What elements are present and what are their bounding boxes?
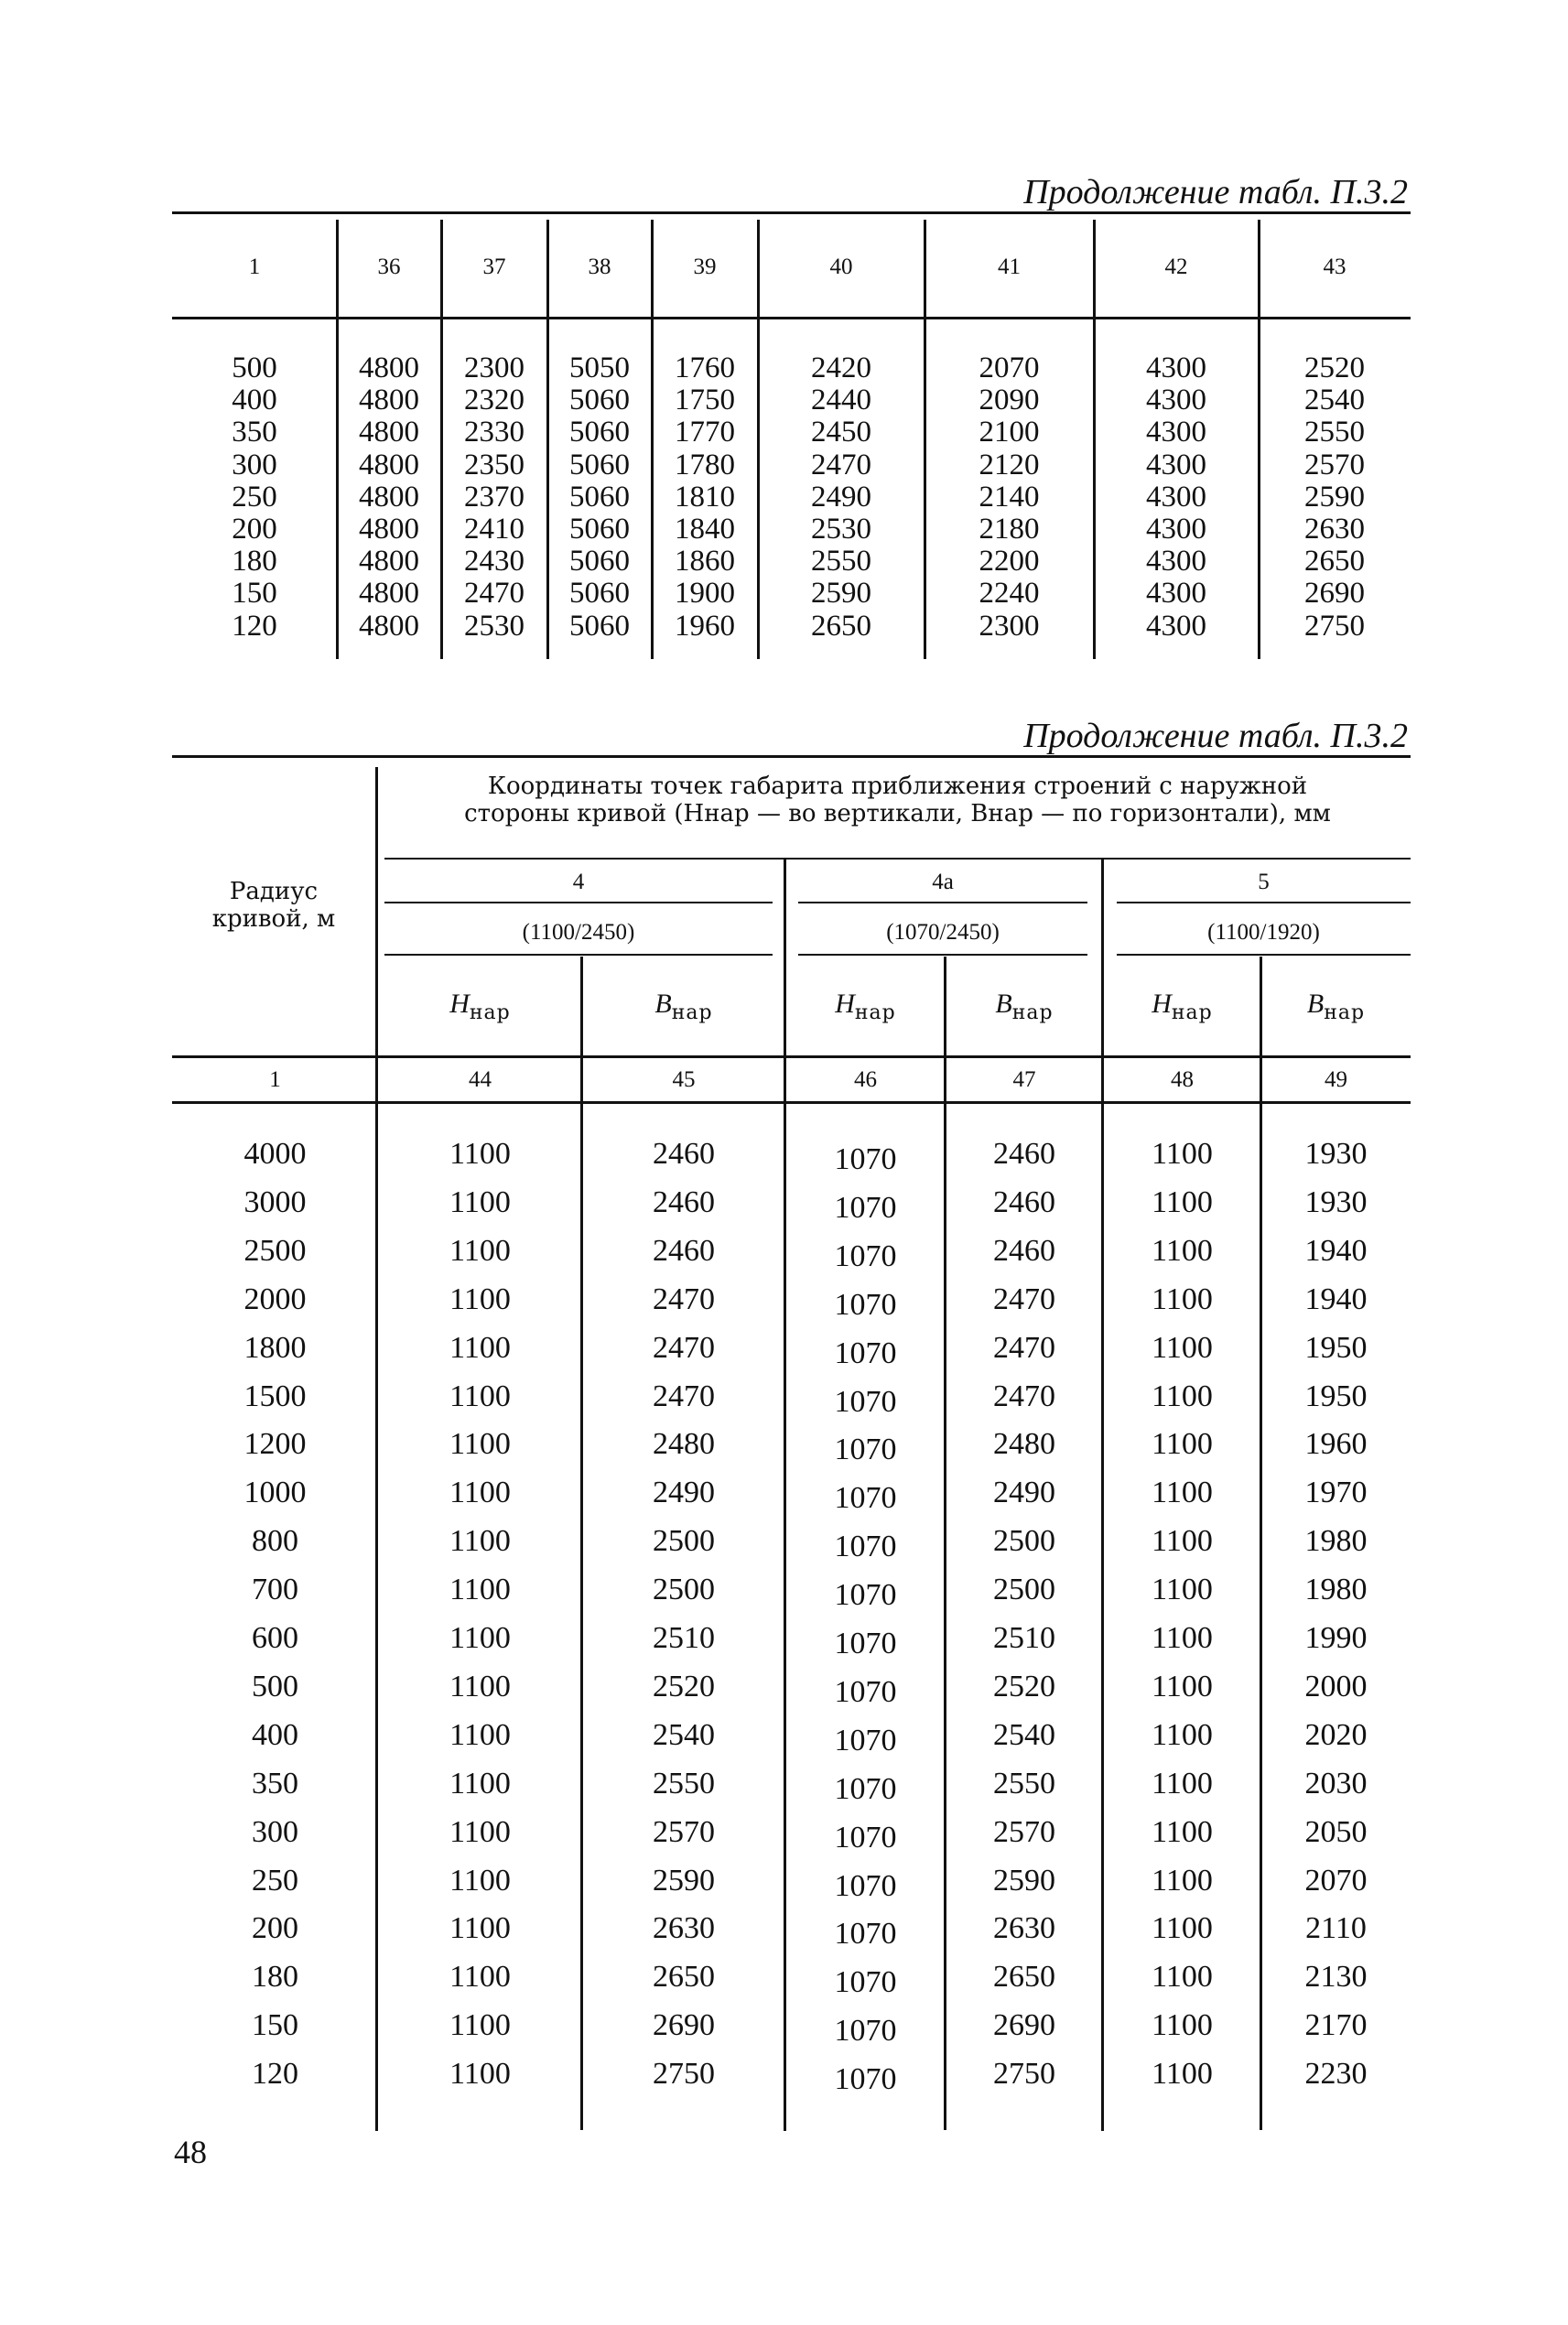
table-cell: 1100	[449, 1137, 511, 1171]
radius-cell: 1500	[243, 1379, 307, 1413]
table-cell: 2120	[979, 448, 1040, 481]
column-number-top-rule	[172, 1055, 1411, 1058]
table2-top-rule	[172, 755, 1411, 758]
radius-cell: 2500	[243, 1233, 307, 1268]
table-cell: 2030	[1304, 1766, 1368, 1801]
table-cell: 1070	[834, 2062, 897, 2097]
table-cell: 2330	[464, 416, 524, 449]
table-cell: 2460	[653, 1233, 715, 1268]
table-cell: 1070	[834, 1674, 897, 1709]
table-cell: 1100	[1152, 1427, 1213, 1462]
table-cell: 2110	[1305, 1911, 1367, 1946]
table-cell: 5060	[569, 480, 630, 514]
page-number: 48	[174, 2134, 207, 2170]
table1-column-number: 43	[1323, 254, 1346, 279]
table-cell: 4300	[1146, 577, 1206, 611]
symbol-letter: B	[654, 989, 672, 1019]
table-cell: 2020	[1304, 1717, 1368, 1752]
table-cell: 1070	[834, 1336, 897, 1370]
table-cell: 1980	[1304, 1524, 1368, 1559]
table-cell: 1960	[1304, 1427, 1368, 1462]
table-cell: 1100	[449, 1669, 511, 1703]
radius-header	[172, 879, 375, 934]
table-cell: 1070	[834, 1384, 897, 1419]
table-cell: 2500	[653, 1524, 715, 1559]
table-cell: 2420	[811, 351, 871, 384]
table-cell: 1070	[834, 1238, 897, 1273]
table-cell: 2460	[993, 1233, 1055, 1268]
table-cell: 1100	[1152, 1717, 1213, 1752]
symbol-subscript: нар	[469, 1001, 511, 1024]
table-cell: 2550	[993, 1766, 1055, 1801]
table-cell: 1070	[834, 1917, 897, 1952]
table-cell: 2550	[653, 1766, 715, 1801]
table-cell: 1750	[675, 384, 735, 417]
table2-title	[384, 773, 1411, 828]
table2-caption: Продолжение табл. П.3.2	[1023, 717, 1408, 755]
table-cell: 2170	[1304, 2008, 1368, 2043]
table-cell: 4800	[359, 513, 419, 546]
radius-cell: 500	[232, 351, 277, 384]
group-number-rule	[384, 902, 773, 903]
table-cell: 2570	[993, 1814, 1055, 1849]
table-cell: 2550	[811, 545, 871, 579]
radius-cell: 400	[232, 384, 277, 417]
table-cell: 1070	[834, 1287, 897, 1322]
table-cell: 2240	[979, 577, 1040, 611]
radius-cell: 250	[232, 480, 277, 514]
table-cell: 4800	[359, 384, 419, 417]
table-cell: 1100	[1152, 1476, 1213, 1510]
radius-cell: 250	[252, 1863, 298, 1898]
symbol-letter: B	[1306, 989, 1325, 1019]
symbol-header	[1261, 989, 1411, 1024]
radius-cell: 120	[232, 609, 277, 643]
table-cell: 1100	[449, 1766, 511, 1801]
table-cell: 2690	[653, 2008, 715, 2043]
table-cell: 5060	[569, 577, 630, 611]
radius-header-line2: кривой, м	[211, 904, 336, 933]
table-cell: 1970	[1304, 1476, 1368, 1510]
table-cell: 1100	[1152, 1960, 1213, 1995]
table-cell: 2470	[993, 1281, 1055, 1316]
table-cell: 2630	[1304, 513, 1365, 546]
table-cell: 1070	[834, 1868, 897, 1903]
table-cell: 1070	[834, 1627, 897, 1660]
symbol-letter: H	[1152, 989, 1172, 1019]
table-cell: 1900	[675, 577, 735, 611]
table-cell: 2410	[464, 513, 524, 546]
table-cell: 2500	[993, 1524, 1055, 1559]
table-cell: 1100	[1152, 1863, 1213, 1898]
table-cell: 1780	[675, 448, 735, 481]
table-cell: 1100	[449, 1911, 511, 1946]
table-cell: 1100	[449, 2057, 511, 2092]
table-cell: 1100	[449, 1233, 511, 1268]
radius-cell: 200	[252, 1911, 298, 1946]
radius-cell: 1800	[243, 1330, 307, 1365]
table-cell: 2470	[653, 1330, 715, 1365]
table-cell: 1070	[834, 1965, 897, 2000]
table-cell: 2500	[653, 1573, 715, 1607]
table-cell: 2590	[653, 1863, 715, 1898]
table-cell: 1070	[834, 1530, 897, 1564]
table-cell: 1760	[675, 351, 735, 384]
table2-title-line2: стороны кривой (Hнар — во вертикали, Bнар — по горизонтали), мм	[464, 799, 1331, 827]
table-cell: 1100	[449, 1524, 511, 1559]
table-cell: 2530	[464, 609, 524, 643]
table-cell: 2590	[1304, 480, 1365, 514]
table-cell: 2470	[811, 448, 871, 481]
table-cell: 1940	[1304, 1281, 1368, 1316]
table-cell: 2480	[653, 1427, 715, 1462]
table-cell: 2230	[1304, 2057, 1368, 2092]
table-cell: 5060	[569, 545, 630, 579]
table-cell: 1100	[449, 1281, 511, 1316]
table-cell: 4300	[1146, 545, 1206, 579]
table-cell: 1100	[1152, 1137, 1213, 1171]
radius-cell: 300	[252, 1814, 298, 1849]
table-cell: 1930	[1304, 1137, 1368, 1171]
table-cell: 2450	[811, 416, 871, 449]
table-cell: 2750	[1304, 609, 1365, 643]
table-cell: 1950	[1304, 1330, 1368, 1365]
table-cell: 2460	[653, 1184, 715, 1219]
table-cell: 1100	[1152, 1766, 1213, 1801]
table-cell: 2520	[653, 1669, 715, 1703]
table-cell: 2530	[811, 513, 871, 546]
radius-cell: 700	[252, 1573, 298, 1607]
table2-column-number: 46	[854, 1067, 877, 1092]
table-cell: 2470	[993, 1330, 1055, 1365]
table1-top-rule	[172, 211, 1411, 214]
symbol-header	[582, 989, 785, 1024]
radius-cell: 600	[252, 1621, 298, 1655]
table-cell: 4300	[1146, 384, 1206, 417]
table1-column-number: 40	[829, 254, 853, 279]
table-cell: 2460	[993, 1137, 1055, 1171]
table-cell: 5050	[569, 351, 630, 384]
table-cell: 2140	[979, 480, 1040, 514]
table1-column-number: 39	[693, 254, 717, 279]
table-cell: 1810	[675, 480, 735, 514]
table-cell: 2570	[653, 1814, 715, 1849]
table-cell: 1980	[1304, 1573, 1368, 1607]
table-cell: 4800	[359, 416, 419, 449]
table-cell: 2540	[1304, 384, 1365, 417]
table-cell: 1100	[1152, 1911, 1213, 1946]
table-cell: 2550	[1304, 416, 1365, 449]
symbol-header	[785, 989, 946, 1024]
symbol-letter: B	[995, 989, 1012, 1019]
symbol-subscript: нар	[1011, 1001, 1054, 1024]
symbol-letter: H	[835, 989, 855, 1019]
table-cell: 2470	[993, 1379, 1055, 1413]
table-cell: 1860	[675, 545, 735, 579]
radius-cell: 1000	[243, 1476, 307, 1510]
table-cell: 2470	[653, 1281, 715, 1316]
table-cell: 1770	[675, 416, 735, 449]
table-cell: 2510	[653, 1621, 715, 1655]
table1-caption: Продолжение табл. П.3.2	[1023, 173, 1408, 211]
group-sub-rule	[798, 954, 1087, 956]
group-subtitle: (1070/2450)	[886, 920, 1000, 945]
table2-column-number: 1	[269, 1067, 281, 1092]
table-cell: 2650	[653, 1960, 715, 1995]
table-cell: 4300	[1146, 416, 1206, 449]
table1-column-number: 42	[1164, 254, 1188, 279]
table-cell: 1070	[834, 1142, 897, 1176]
table-cell: 1990	[1304, 1621, 1368, 1655]
table-cell: 2540	[653, 1717, 715, 1752]
table-cell: 5060	[569, 416, 630, 449]
symbol-header	[946, 989, 1103, 1024]
table-cell: 1100	[1152, 2057, 1213, 2092]
table-cell: 1960	[675, 609, 735, 643]
table-cell: 2350	[464, 448, 524, 481]
table-cell: 1100	[449, 1184, 511, 1219]
table-cell: 1100	[1152, 1669, 1213, 1703]
table-cell: 2180	[979, 513, 1040, 546]
table-cell: 1100	[1152, 2008, 1213, 2043]
group-number-rule	[1117, 902, 1411, 903]
table-cell: 2370	[464, 480, 524, 514]
table-cell: 2100	[979, 416, 1040, 449]
table-cell: 2130	[1304, 1960, 1368, 1995]
radius-cell: 150	[232, 577, 277, 611]
table-cell: 2300	[979, 609, 1040, 643]
table-cell: 2070	[979, 351, 1040, 384]
table-cell: 2090	[979, 384, 1040, 417]
radius-cell: 300	[232, 448, 277, 481]
table-cell: 1100	[1152, 1621, 1213, 1655]
radius-cell: 200	[232, 513, 277, 546]
radius-cell: 120	[252, 2057, 298, 2092]
table-cell: 1100	[449, 1330, 511, 1365]
group-number: 5	[1258, 870, 1270, 894]
table-cell: 2590	[993, 1863, 1055, 1898]
radius-cell: 800	[252, 1524, 298, 1559]
table-cell: 4800	[359, 480, 419, 514]
table-cell: 1100	[449, 1573, 511, 1607]
table-cell: 1100	[1152, 1233, 1213, 1268]
table-cell: 1100	[1152, 1524, 1213, 1559]
table2-column-number: 44	[469, 1067, 492, 1092]
table-cell: 1100	[1152, 1814, 1213, 1849]
symbol-subscript: нар	[1324, 1001, 1366, 1024]
table-cell: 1930	[1304, 1184, 1368, 1219]
table-cell: 2460	[653, 1137, 715, 1171]
table-cell: 2000	[1304, 1669, 1368, 1703]
table-cell: 1070	[834, 1481, 897, 1516]
table1-column-number: 41	[998, 254, 1021, 279]
table-cell: 1100	[449, 1717, 511, 1752]
table-cell: 2320	[464, 384, 524, 417]
radius-cell: 180	[232, 545, 277, 579]
table1-header-rule	[172, 317, 1411, 319]
table-cell: 4300	[1146, 480, 1206, 514]
table2-column-number: 49	[1325, 1067, 1347, 1092]
table-cell: 2510	[993, 1621, 1055, 1655]
table2-column-number: 45	[672, 1067, 696, 1092]
radius-cell: 500	[252, 1669, 298, 1703]
table-cell: 1100	[449, 1476, 511, 1510]
table-cell: 1100	[1152, 1573, 1213, 1607]
table-cell: 2690	[1304, 577, 1365, 611]
group-sub-rule	[1117, 954, 1411, 956]
table-cell: 1100	[449, 1960, 511, 1995]
table-cell: 2430	[464, 545, 524, 579]
table2-title-rule	[384, 858, 1411, 860]
table-cell: 2690	[993, 2008, 1055, 2043]
table-cell: 1100	[1152, 1379, 1213, 1413]
table-cell: 2570	[1304, 448, 1365, 481]
table-cell: 1100	[1152, 1184, 1213, 1219]
symbol-subscript: нар	[671, 1001, 713, 1024]
table-cell: 4800	[359, 351, 419, 384]
table-cell: 1100	[449, 1379, 511, 1413]
group-number: 4	[572, 870, 585, 894]
table-cell: 2520	[1304, 351, 1365, 384]
table-cell: 1070	[834, 1723, 897, 1757]
table-cell: 1070	[834, 1578, 897, 1613]
radius-cell: 350	[232, 416, 277, 449]
radius-cell: 4000	[243, 1137, 307, 1171]
table-cell: 2650	[993, 1960, 1055, 1995]
table-cell: 2750	[993, 2057, 1055, 2092]
table-cell: 2630	[653, 1911, 715, 1946]
table-cell: 4800	[359, 577, 419, 611]
table-cell: 2650	[1304, 545, 1365, 579]
table-cell: 1100	[449, 1863, 511, 1898]
table-cell: 1070	[834, 2014, 897, 2049]
radius-cell: 150	[252, 2008, 298, 2043]
group-subtitle: (1100/2450)	[522, 920, 635, 945]
table-cell: 2460	[993, 1184, 1055, 1219]
table-cell: 2540	[993, 1717, 1055, 1752]
table2-column-number: 47	[1012, 1067, 1036, 1092]
table-cell: 2520	[993, 1669, 1055, 1703]
table-cell: 2050	[1304, 1814, 1368, 1849]
table-cell: 2490	[653, 1476, 715, 1510]
table-cell: 1840	[675, 513, 735, 546]
column-number-bottom-rule	[172, 1101, 1411, 1104]
radius-header-line1: Радиус	[229, 878, 319, 905]
table-cell: 1070	[834, 1771, 897, 1806]
table2-column-number: 48	[1171, 1067, 1194, 1092]
table-cell: 2590	[811, 577, 871, 611]
table-cell: 1070	[834, 1433, 897, 1467]
table-cell: 1070	[834, 1190, 897, 1225]
table1-column-number: 37	[482, 254, 506, 279]
group-sub-rule	[384, 954, 773, 956]
symbol-subscript: нар	[854, 1001, 896, 1024]
table-cell: 2300	[464, 351, 524, 384]
table-cell: 1100	[449, 2008, 511, 2043]
table1-column-number: 1	[248, 254, 261, 279]
table-cell: 1100	[449, 1814, 511, 1849]
table-cell: 2490	[993, 1476, 1055, 1510]
table-cell: 1070	[834, 1820, 897, 1855]
table-cell: 1950	[1304, 1379, 1368, 1413]
group-subtitle: (1100/1920)	[1207, 920, 1320, 945]
group-number: 4а	[932, 870, 954, 894]
symbol-letter: H	[449, 989, 470, 1019]
table1-column-number: 38	[588, 254, 611, 279]
table-cell: 4800	[359, 448, 419, 481]
radius-cell: 400	[252, 1717, 298, 1752]
table-cell: 1100	[449, 1427, 511, 1462]
table-cell: 1100	[449, 1621, 511, 1655]
table-cell: 5060	[569, 513, 630, 546]
table-cell: 4300	[1146, 351, 1206, 384]
table-cell: 4300	[1146, 448, 1206, 481]
radius-cell: 1200	[243, 1427, 307, 1462]
table-cell: 2630	[993, 1911, 1055, 1946]
table1-column-number: 36	[377, 254, 401, 279]
table-cell: 1100	[1152, 1330, 1213, 1365]
table2-title-line1: Координаты точек габарита приближения строений с наружной	[487, 773, 1308, 800]
radius-cell: 350	[252, 1766, 298, 1801]
table-cell: 5060	[569, 384, 630, 417]
table-cell: 5060	[569, 609, 630, 643]
symbol-header	[1103, 989, 1261, 1024]
table-cell: 2200	[979, 545, 1040, 579]
table-cell: 2750	[653, 2057, 715, 2092]
table-cell: 2070	[1304, 1863, 1368, 1898]
radius-cell: 2000	[243, 1281, 307, 1316]
symbol-header	[378, 989, 582, 1024]
radius-cell: 3000	[243, 1184, 307, 1219]
group-number-rule	[798, 902, 1087, 903]
table-cell: 2470	[653, 1379, 715, 1413]
table-cell: 4300	[1146, 513, 1206, 546]
radius-cell: 180	[252, 1960, 298, 1995]
table-cell: 4300	[1146, 609, 1206, 643]
table-cell: 1940	[1304, 1233, 1368, 1268]
table-cell: 2470	[464, 577, 524, 611]
table-cell: 2500	[993, 1573, 1055, 1607]
symbol-subscript: нар	[1171, 1001, 1213, 1024]
table-cell: 5060	[569, 448, 630, 481]
table-cell: 2490	[811, 480, 871, 514]
table-cell: 4800	[359, 609, 419, 643]
table-cell: 4800	[359, 545, 419, 579]
table-cell: 1100	[1152, 1281, 1213, 1316]
table-cell: 2480	[993, 1427, 1055, 1462]
table-cell: 2650	[811, 609, 871, 643]
table-cell: 2440	[811, 384, 871, 417]
